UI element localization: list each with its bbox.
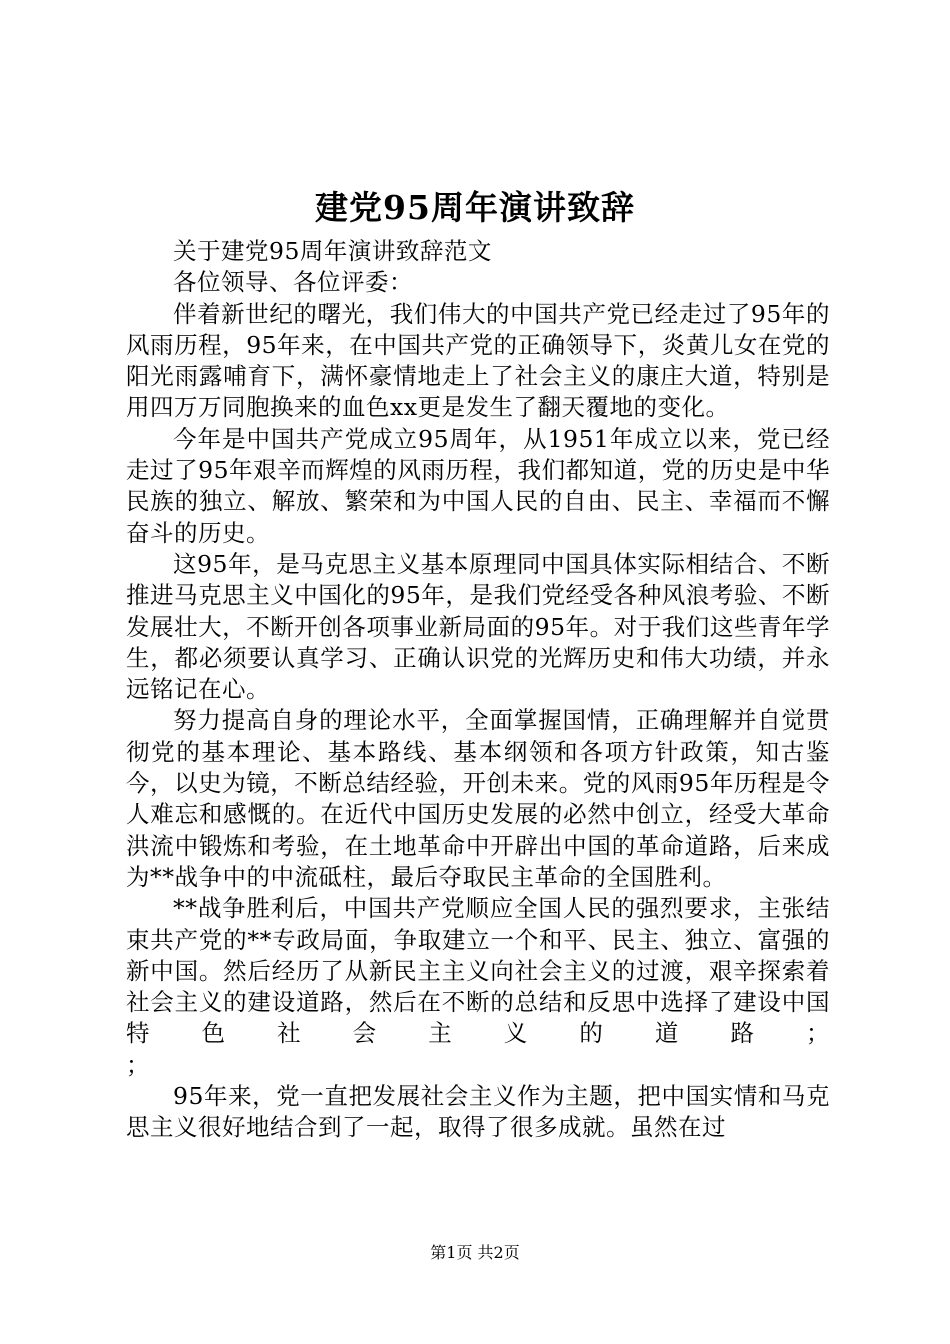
paragraph-subtitle: 关于建党95周年演讲致辞范文	[173, 237, 492, 265]
paragraph-salutation: 各位领导、各位评委：	[173, 268, 413, 297]
document-title: 建党95周年演讲致辞	[315, 188, 635, 227]
paragraph-1: 伴着新世纪的曙光，我们伟大的中国共产党已经走过了95年的风雨历程，95年来，在中国共产党的正确领导下，炎黄儿女在党的阳光雨露哺育下，满怀豪情地走上了社会主义的康庄大道，特别是用四万万同胞换来的血色xx更是发生了翻天覆地的变化。	[126, 299, 830, 422]
paragraph-semicolon: ；	[126, 1050, 150, 1079]
page-footer: 第1页 共2页	[430, 1243, 520, 1262]
paragraph-5: **战争胜利后，中国共产党顺应全国人民的强烈要求，主张结束共产党的**专政局面，争取建立一个和平、民主、独立、富强的新中国。然后经历了从新民主主义向社会主义的过渡，艰辛探索着社会主义的建设道路，然后在不断的总结和反思中选择了建设中国特色社会主义的道路；	[126, 894, 830, 1048]
document-body	[126, 236, 830, 1144]
paragraph-4: 努力提高自身的理论水平，全面掌握国情，正确理解并自觉贯彻党的基本理论、基本路线、基本纲领和各项方针政策，知古鉴今，以史为镜，不断总结经验，开创未来。党的风雨95年历程是令人难忘和感慨的。在近代中国历史发展的必然中创立，经受大革命洪流中锻炼和考验，在土地革命中开辟出中国的革命道路，后来成为**战争中的中流砥柱，最后夺取民主革命的全国胜利。	[126, 706, 830, 891]
paragraph-3: 这95年，是马克思主义基本原理同中国具体实际相结合、不断推进马克思主义中国化的95年，是我们党经受各种风浪考验、不断发展壮大，不断开创各项事业新局面的95年。对于我们这些青年学生，都必须要认真学习、正确认识党的光辉历史和伟大功绩，并永远铭记在心。	[126, 549, 830, 704]
paragraph-2: 今年是中国共产党成立95周年，从1951年成立以来，党已经走过了95年艰辛而辉煌的风雨历程，我们都知道，党的历史是中华民族的独立、解放、繁荣和为中国人民的自由、民主、幸福而不懈奋斗的历史。	[126, 424, 830, 547]
paragraph-6: 95年来，党一直把发展社会主义作为主题，把中国实情和马克思主义很好地结合到了一起，取得了很多成就。虽然在过	[126, 1082, 830, 1142]
